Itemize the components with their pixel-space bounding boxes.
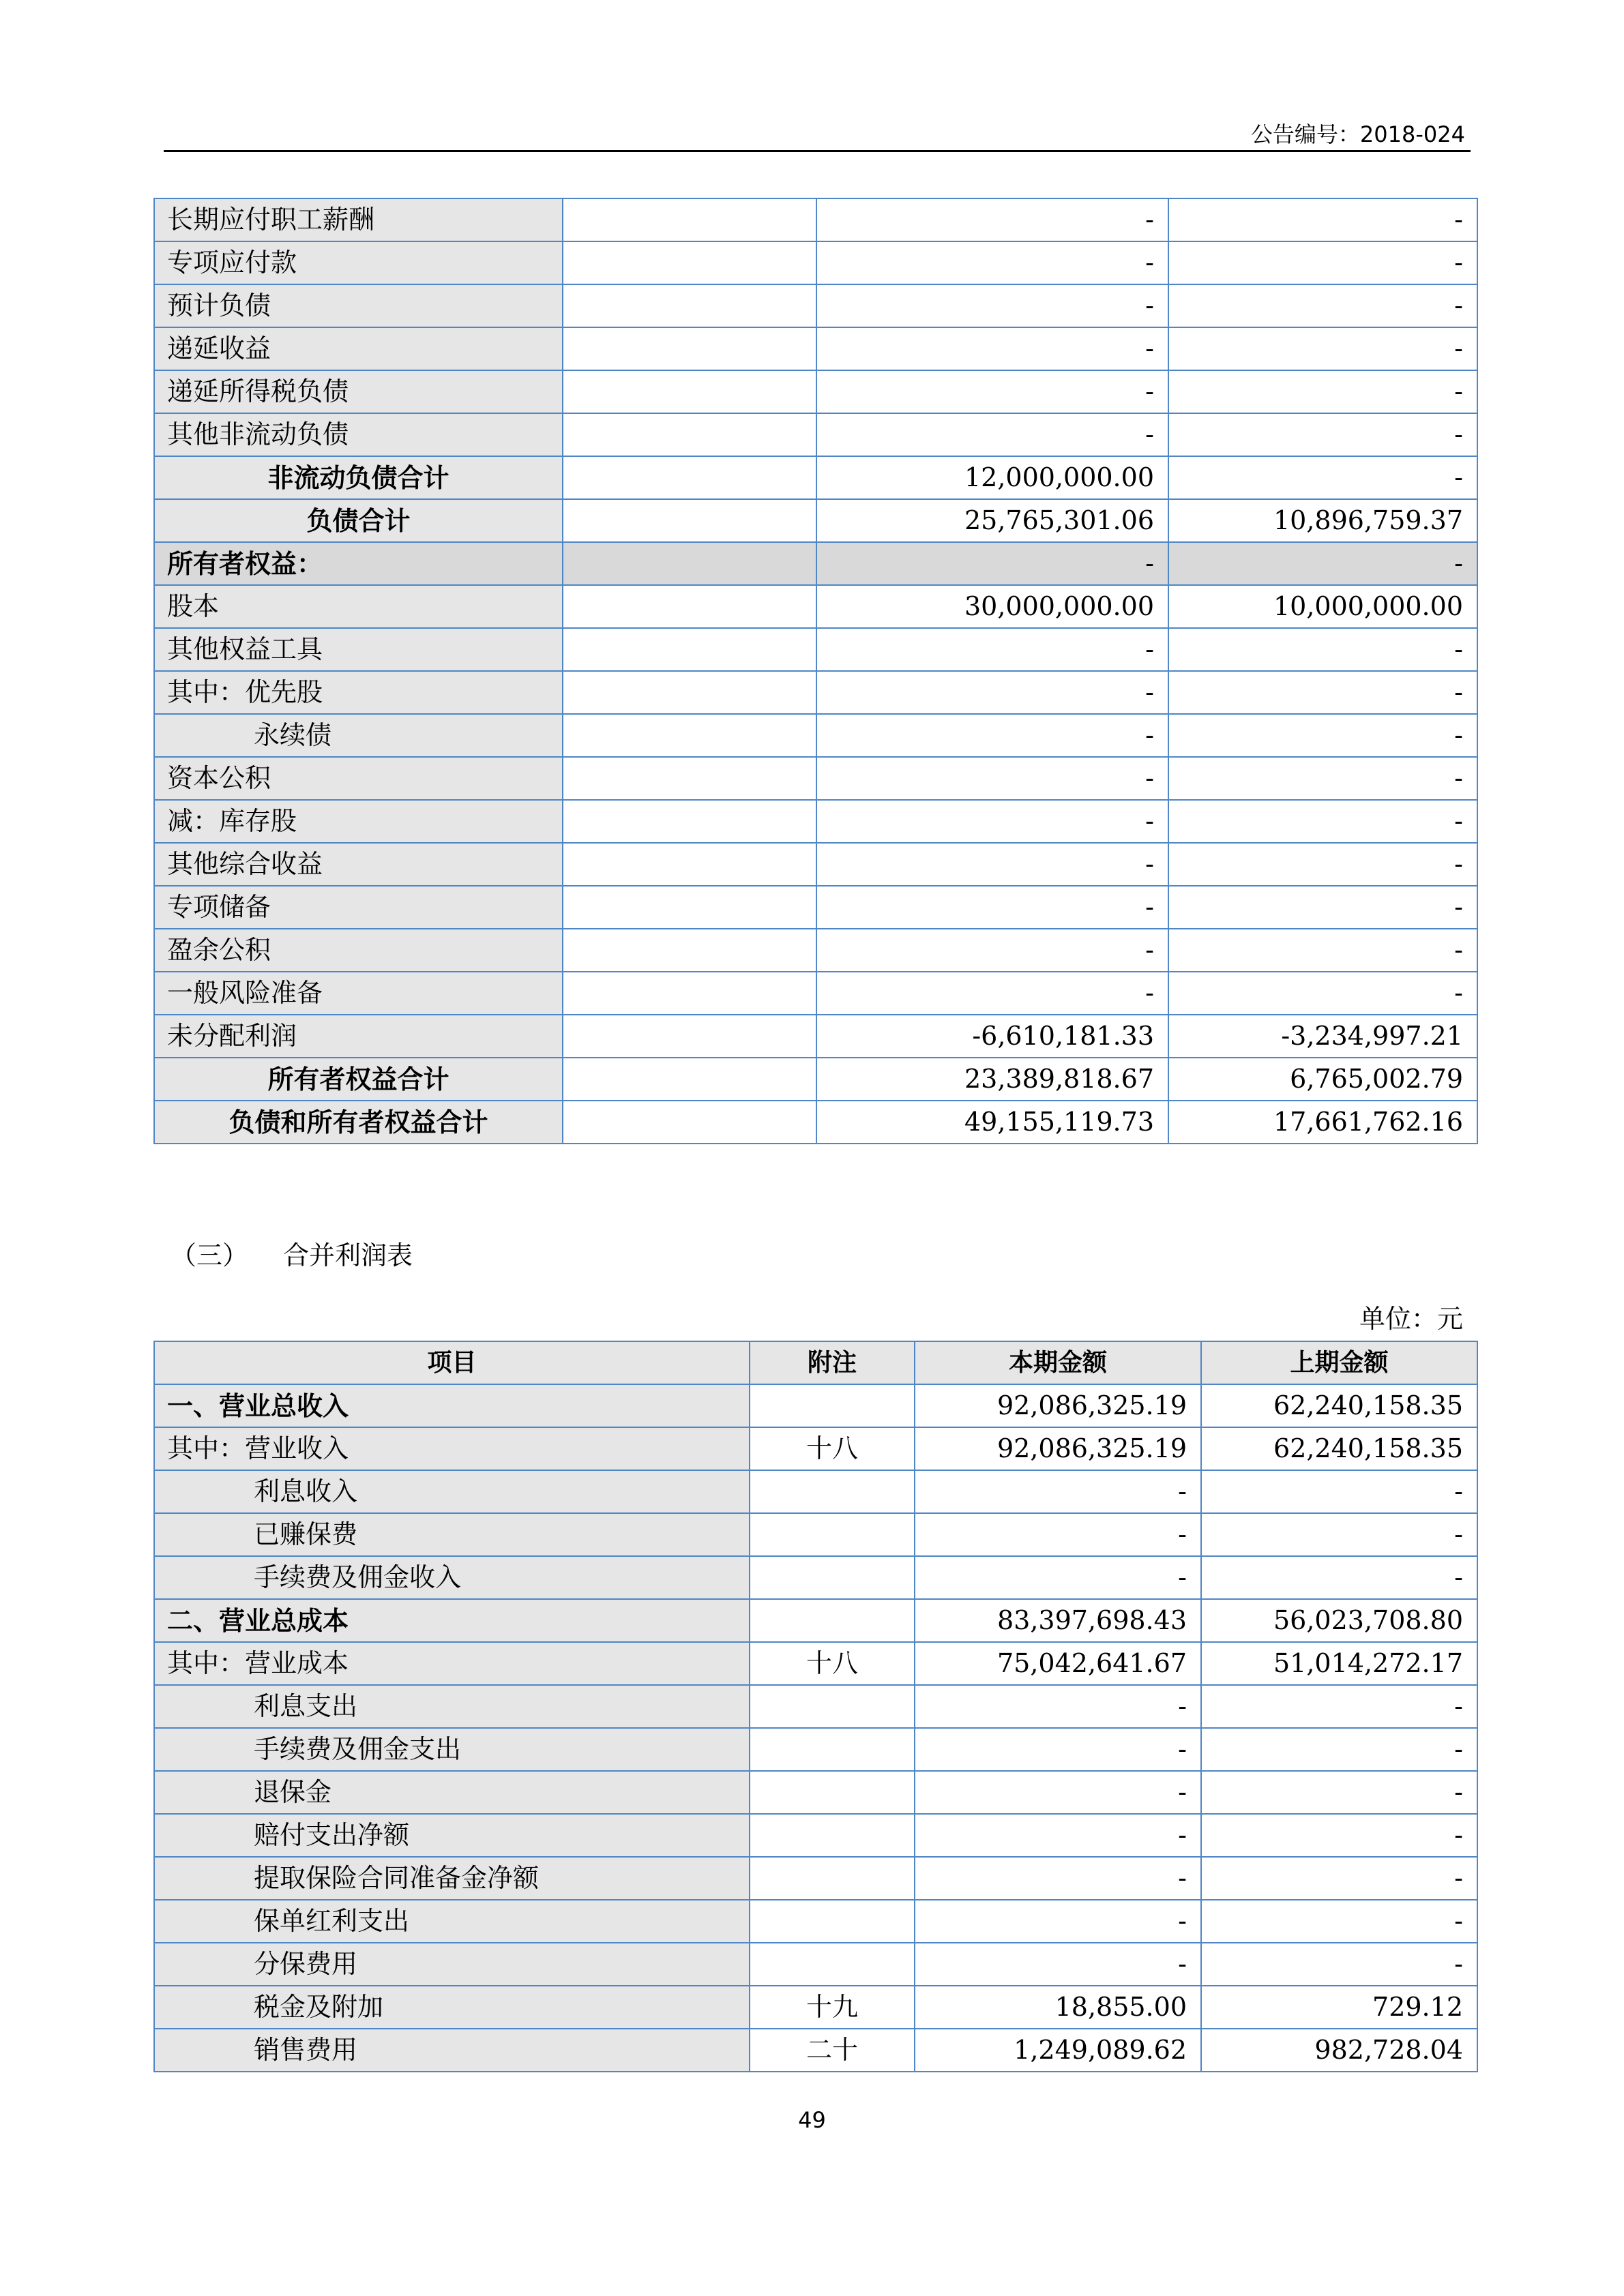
- note-cell: 二十: [750, 2029, 915, 2072]
- previous-amount: -: [1168, 800, 1477, 843]
- table-row: [154, 1556, 1477, 1599]
- table-row: [154, 1900, 1477, 1943]
- section-number: （三）: [171, 1240, 249, 1270]
- previous-amount: 6,765,002.79: [1168, 1058, 1477, 1101]
- row-label: 其中：营业收入: [154, 1427, 750, 1470]
- current-amount: -: [915, 1814, 1201, 1857]
- row-label: 一、营业总收入: [154, 1384, 750, 1427]
- row-label: 其他非流动负债: [154, 413, 563, 456]
- previous-amount: -: [1168, 843, 1477, 886]
- previous-amount: -: [1201, 1470, 1477, 1513]
- table-row: [154, 972, 1477, 1015]
- current-amount: -: [915, 1513, 1201, 1556]
- current-amount: -6,610,181.33: [816, 1015, 1168, 1058]
- previous-amount: -: [1168, 886, 1477, 929]
- table-row: [154, 1599, 1477, 1642]
- row-label: 所有者权益：: [154, 542, 563, 585]
- note-cell: [563, 929, 816, 972]
- previous-amount: -: [1168, 929, 1477, 972]
- previous-amount: -: [1201, 1814, 1477, 1857]
- current-amount: -: [816, 757, 1168, 800]
- row-label: 销售费用: [154, 2029, 750, 2072]
- note-cell: [563, 972, 816, 1015]
- previous-amount: -: [1168, 972, 1477, 1015]
- previous-amount: -: [1168, 327, 1477, 370]
- table-row: [154, 542, 1477, 585]
- previous-amount: -: [1201, 1513, 1477, 1556]
- current-amount: -: [816, 972, 1168, 1015]
- note-cell: [563, 456, 816, 499]
- table-row: [154, 2029, 1477, 2072]
- previous-amount: 982,728.04: [1201, 2029, 1477, 2072]
- previous-amount: -: [1168, 284, 1477, 327]
- previous-amount: 62,240,158.35: [1201, 1427, 1477, 1470]
- row-label: 一般风险准备: [154, 972, 563, 1015]
- note-cell: [563, 542, 816, 585]
- table-row: [154, 1642, 1477, 1685]
- current-amount: -: [915, 1771, 1201, 1814]
- row-label: 其他综合收益: [154, 843, 563, 886]
- previous-amount: -: [1168, 542, 1477, 585]
- table-row: [154, 499, 1477, 542]
- current-amount: -: [816, 198, 1168, 241]
- current-amount: -: [915, 1900, 1201, 1943]
- note-cell: [563, 800, 816, 843]
- current-amount: 25,765,301.06: [816, 499, 1168, 542]
- current-amount: -: [816, 327, 1168, 370]
- current-amount: -: [915, 1556, 1201, 1599]
- previous-amount: -: [1201, 1685, 1477, 1728]
- current-amount: 12,000,000.00: [816, 456, 1168, 499]
- note-cell: [563, 241, 816, 284]
- table-row: [154, 370, 1477, 413]
- row-label: 递延所得税负债: [154, 370, 563, 413]
- current-amount: 30,000,000.00: [816, 585, 1168, 628]
- table-row: [154, 1814, 1477, 1857]
- current-amount: -: [915, 1943, 1201, 1986]
- previous-amount: 51,014,272.17: [1201, 1642, 1477, 1685]
- current-amount: 1,249,089.62: [915, 2029, 1201, 2072]
- previous-amount: -: [1168, 671, 1477, 714]
- current-amount: -: [816, 714, 1168, 757]
- previous-amount: -: [1201, 1728, 1477, 1771]
- row-label: 未分配利润: [154, 1015, 563, 1058]
- previous-amount: -: [1168, 628, 1477, 671]
- table-row: [154, 671, 1477, 714]
- table-row: [154, 1685, 1477, 1728]
- row-label: 股本: [154, 585, 563, 628]
- note-cell: [563, 499, 816, 542]
- current-amount: 92,086,325.19: [915, 1427, 1201, 1470]
- current-amount: -: [816, 370, 1168, 413]
- note-cell: 十八: [750, 1427, 915, 1470]
- table-row: [154, 757, 1477, 800]
- current-amount: 23,389,818.67: [816, 1058, 1168, 1101]
- note-cell: [563, 843, 816, 886]
- column-header-note: 附注: [750, 1341, 915, 1384]
- row-label: 赔付支出净额: [154, 1814, 750, 1857]
- table-row: [154, 1943, 1477, 1986]
- row-label: 利息支出: [154, 1685, 750, 1728]
- note-cell: [563, 585, 816, 628]
- previous-amount: -: [1201, 1900, 1477, 1943]
- table-row: [154, 413, 1477, 456]
- current-amount: 18,855.00: [915, 1986, 1201, 2029]
- note-cell: [563, 671, 816, 714]
- row-label: 负债合计: [154, 499, 563, 542]
- current-amount: -: [915, 1470, 1201, 1513]
- note-cell: [750, 1900, 915, 1943]
- balance-sheet-table: [153, 198, 1478, 1144]
- current-amount: 83,397,698.43: [915, 1599, 1201, 1642]
- previous-amount: -: [1168, 413, 1477, 456]
- table-row: [154, 628, 1477, 671]
- previous-amount: -: [1201, 1943, 1477, 1986]
- column-header-current: 本期金额: [915, 1341, 1201, 1384]
- note-cell: [750, 1513, 915, 1556]
- note-cell: [563, 370, 816, 413]
- row-label: 所有者权益合计: [154, 1058, 563, 1101]
- table-row: [154, 1513, 1477, 1556]
- row-label: 其中：优先股: [154, 671, 563, 714]
- table-row: [154, 1101, 1477, 1144]
- row-label: 专项储备: [154, 886, 563, 929]
- previous-amount: 729.12: [1201, 1986, 1477, 2029]
- table-row: [154, 1384, 1477, 1427]
- note-cell: [750, 1943, 915, 1986]
- table-row: [154, 327, 1477, 370]
- row-label: 预计负债: [154, 284, 563, 327]
- table-row: [154, 1857, 1477, 1900]
- table-row: [154, 1986, 1477, 2029]
- note-cell: [563, 327, 816, 370]
- note-cell: 十九: [750, 1986, 915, 2029]
- note-cell: [750, 1857, 915, 1900]
- previous-amount: -: [1201, 1771, 1477, 1814]
- previous-amount: -: [1201, 1556, 1477, 1599]
- note-cell: 十八: [750, 1642, 915, 1685]
- row-label: 已赚保费: [154, 1513, 750, 1556]
- row-label: 提取保险合同准备金净额: [154, 1857, 750, 1900]
- current-amount: -: [816, 284, 1168, 327]
- note-cell: [563, 284, 816, 327]
- note-cell: [563, 1015, 816, 1058]
- table-row: [154, 1728, 1477, 1771]
- page-number: 49: [798, 2107, 826, 2133]
- table-row: [154, 241, 1477, 284]
- note-cell: [750, 1728, 915, 1771]
- current-amount: -: [816, 628, 1168, 671]
- page-header: [164, 115, 1471, 152]
- previous-amount: -: [1168, 198, 1477, 241]
- previous-amount: -: [1168, 714, 1477, 757]
- note-cell: [750, 1599, 915, 1642]
- section-title: 合并利润表: [283, 1240, 413, 1270]
- table-row: [154, 929, 1477, 972]
- unit-label: 单位：元: [1359, 1304, 1463, 1334]
- income-statement-table: [153, 1341, 1478, 2072]
- table-row: [154, 1470, 1477, 1513]
- row-label: 长期应付职工薪酬: [154, 198, 563, 241]
- note-cell: [563, 757, 816, 800]
- note-cell: [563, 198, 816, 241]
- table-row: [154, 284, 1477, 327]
- row-label: 二、营业总成本: [154, 1599, 750, 1642]
- row-label: 其他权益工具: [154, 628, 563, 671]
- table-row: [154, 1427, 1477, 1470]
- current-amount: 75,042,641.67: [915, 1642, 1201, 1685]
- current-amount: -: [816, 929, 1168, 972]
- table-row: [154, 886, 1477, 929]
- previous-amount: -: [1168, 370, 1477, 413]
- previous-amount: -: [1168, 456, 1477, 499]
- row-label: 手续费及佣金收入: [154, 1556, 750, 1599]
- table-row: [154, 198, 1477, 241]
- table-row: [154, 843, 1477, 886]
- row-label: 递延收益: [154, 327, 563, 370]
- table-row: [154, 1771, 1477, 1814]
- current-amount: 92,086,325.19: [915, 1384, 1201, 1427]
- note-cell: [750, 1771, 915, 1814]
- note-cell: [750, 1685, 915, 1728]
- current-amount: -: [816, 542, 1168, 585]
- row-label: 其中：营业成本: [154, 1642, 750, 1685]
- previous-amount: -: [1168, 757, 1477, 800]
- previous-amount: -: [1168, 241, 1477, 284]
- current-amount: -: [816, 241, 1168, 284]
- row-label: 手续费及佣金支出: [154, 1728, 750, 1771]
- table-row: [154, 1015, 1477, 1058]
- previous-amount: 62,240,158.35: [1201, 1384, 1477, 1427]
- previous-amount: 10,000,000.00: [1168, 585, 1477, 628]
- row-label: 分保费用: [154, 1943, 750, 1986]
- column-header-item: 项目: [154, 1341, 750, 1384]
- current-amount: -: [915, 1728, 1201, 1771]
- previous-amount: -3,234,997.21: [1168, 1015, 1477, 1058]
- table-row: [154, 714, 1477, 757]
- row-label: 保单红利支出: [154, 1900, 750, 1943]
- note-cell: [750, 1814, 915, 1857]
- current-amount: -: [915, 1857, 1201, 1900]
- row-label: 退保金: [154, 1771, 750, 1814]
- row-label: 专项应付款: [154, 241, 563, 284]
- table-header-row: [154, 1341, 1477, 1384]
- note-cell: [563, 413, 816, 456]
- row-label: 永续债: [154, 714, 563, 757]
- note-cell: [563, 1058, 816, 1101]
- table-row: [154, 800, 1477, 843]
- current-amount: -: [816, 886, 1168, 929]
- note-cell: [750, 1556, 915, 1599]
- current-amount: -: [816, 413, 1168, 456]
- current-amount: -: [816, 671, 1168, 714]
- row-label: 税金及附加: [154, 1986, 750, 2029]
- note-cell: [750, 1470, 915, 1513]
- section-heading: [171, 1234, 413, 1272]
- column-header-previous: 上期金额: [1201, 1341, 1477, 1384]
- note-cell: [750, 1384, 915, 1427]
- announcement-number: 公告编号：2018-024: [1250, 121, 1465, 147]
- row-label: 减：库存股: [154, 800, 563, 843]
- row-label: 盈余公积: [154, 929, 563, 972]
- previous-amount: -: [1201, 1857, 1477, 1900]
- row-label: 利息收入: [154, 1470, 750, 1513]
- note-cell: [563, 1101, 816, 1144]
- current-amount: -: [816, 843, 1168, 886]
- note-cell: [563, 628, 816, 671]
- table-row: [154, 1058, 1477, 1101]
- row-label: 负债和所有者权益合计: [154, 1101, 563, 1144]
- table-row: [154, 585, 1477, 628]
- table-row: [154, 456, 1477, 499]
- previous-amount: 56,023,708.80: [1201, 1599, 1477, 1642]
- current-amount: -: [915, 1685, 1201, 1728]
- current-amount: -: [816, 800, 1168, 843]
- note-cell: [563, 886, 816, 929]
- note-cell: [563, 714, 816, 757]
- row-label: 资本公积: [154, 757, 563, 800]
- row-label: 非流动负债合计: [154, 456, 563, 499]
- current-amount: 49,155,119.73: [816, 1101, 1168, 1144]
- previous-amount: 17,661,762.16: [1168, 1101, 1477, 1144]
- previous-amount: 10,896,759.37: [1168, 499, 1477, 542]
